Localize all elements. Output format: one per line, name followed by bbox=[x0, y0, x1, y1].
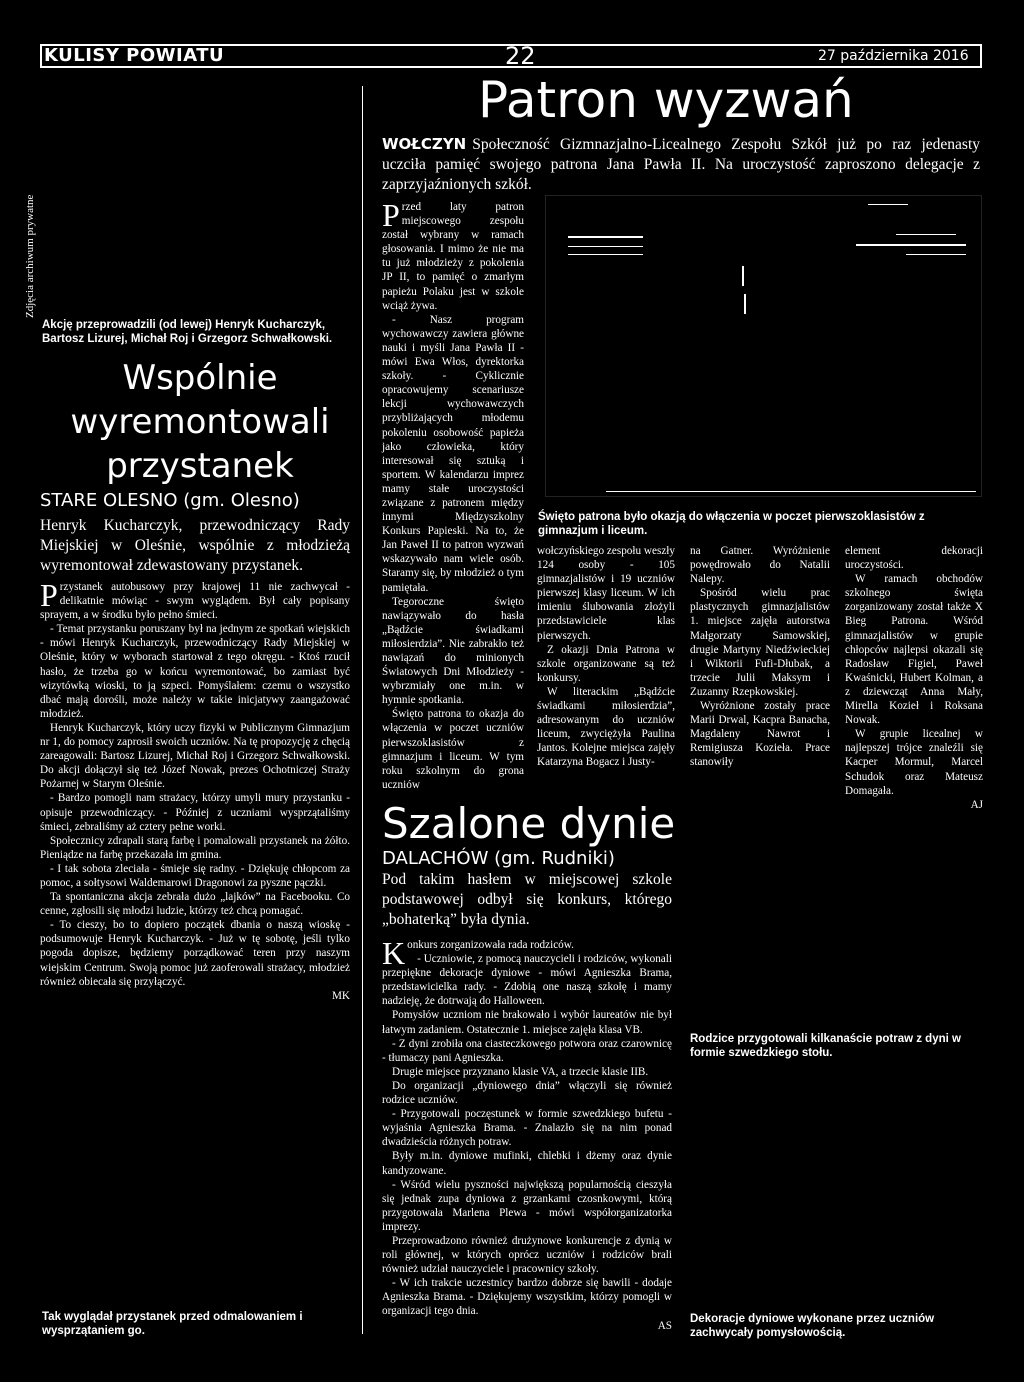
paragraph: - Nasz program wychowawczy zawiera główne nauki i myśli Jana Pawła II - mówi Ewa Włos, dyrektorka szkoły. - Cyklicznie opracowujemy scenariusze lekcji wychowawczych przybliżających młodemu pokoleniu osobowość papieża jako człowieka, który interesował się sztuką i sportem. W kalendarzu imprez mamy stałe uroczystości związane z patronem między innymi Międzyszkolny Konkurs Papieski. Na to, że Jan Paweł II to patron wyzwań wskazywało nam wiele osób. Staramy się, by młodzież o tym pamiętała. bbox=[382, 313, 524, 594]
paragraph: - Uczniowie, z pomocą nauczycieli i rodziców, wykonali przepiękne dekoracje dyniowe - mówi Agnieszka Brama, przedstawicielka rady. - Zdobią one naszą szkołę i mamy nadzieję, że dotrwają do Halloween. bbox=[382, 953, 672, 1008]
dropcap: P bbox=[382, 197, 400, 233]
paragraph: - I tak sobota zleciała - śmieje się radny. - Dziękuję chłopcom za pomoc, a sołtysowi Waldemarowi Dragonowi za pyszne pączki. bbox=[40, 862, 350, 889]
article1-intro: Henryk Kucharczyk, przewodniczący Rady Miejskiej w Oleśnie, wspólnie z młodzieżą wyremontował zdewastowany przystanek. bbox=[40, 517, 350, 574]
paragraph: - Wśród wielu pyszności największą popularnością cieszyła się jednak zupa dyniowa z grzankami czosnkowymi, którą przygotowała Marlena Plewa - mówi współorganizatorka imprezy. bbox=[382, 1178, 672, 1233]
article2-col-d bbox=[845, 544, 983, 812]
paragraph: Drugie miejsce przyznano klasie VA, a trzecie klasie IIB. bbox=[392, 1065, 649, 1078]
article3-caption-bottom: Dekoracje dyniowe wykonane przez uczniów zachwycały pomysłowością. bbox=[690, 1313, 935, 1339]
paragraph: wołczyńskiego zespołu weszły 124 osoby - 105 gimnazjalistów i 19 uczniów pierwszej klasy liceum. W ich imieniu ślubowania złożyli przedstawiciele klas pierwszych. bbox=[537, 545, 675, 642]
paragraph: - Z dyni zrobiła ona ciasteczkowego potwora oraz czarownicę - tłumaczy pani Agnieszka. bbox=[382, 1037, 672, 1064]
paragraph: Do organizacji „dyniowego dnia” włączyli się również rodzice uczniów. bbox=[382, 1079, 672, 1107]
article1-signature: MK bbox=[331, 989, 350, 1002]
section-title: KULISY POWIATU bbox=[44, 45, 225, 66]
paragraph: - To cieszy, bo to dopiero początek dbania o naszą wioskę - podsumowuje Henryk Kucharczyk. - Już w tę sobotę, jeśli tylko pogoda dopisze, będziemy porządkować teren przy naszym wiejskim Centrum. Swoją pomoc już zaoferowali strażacy, młodzież również obiecała się przyłączyć. bbox=[40, 919, 350, 988]
paragraph: - Bardzo pomogli nam strażacy, którzy umyli mury przystanku - opisuje przewodniczący. - Później z uczniami wysprzątaliśmy śmieci, zebraliśmy aż cztery pełne worki. bbox=[40, 792, 350, 833]
paragraph: W literackim „Bądźcie świadkami miłosierdzia”, adresowanym do uczniów liceum, zwyciężyła Paulina Jantos. Kolejne miejsca zajęły Katarzyna Bogacz i Justy- bbox=[537, 685, 675, 769]
article2-col-a: Przed laty patron miejscowego zespołu został wybrany w ramach głosowania. I mimo że nie ma tu już młodzieży z pokolenia JP II, to pamięć o zmarłym papieżu Polaku jest w szkole wciąż żywa. - Nasz program wychowawczy zawiera główne nauki i myśli Jana Pawła II - mówi Ewa Włos, dyrektorka szkoły. - Cyklicznie opracowujemy scenariusze lekcji wychowawczych przybliżających młodemu pokoleniu osobowość papieża jako człowieka, który interesował się sztuką i sportem. W kalendarzu imprez mamy stałe uroczystości związane z patronem między innymi Międzyszkolny Konkurs Papieski. Na to, że Jan Paweł II to patron wyzwań wskazywało nam wiele osób. Staramy się, by młodzież o tym pamiętała. Tegoroczne święto nawiązywało do hasła „Bądźcie świadkami miłosierdzia”. Nie zabrakło też nawiązań do minionych Światowych Dni Młodzieży - wybrzmiały one m.in. w hymnie spotkania. Święto patrona to okazja do włączenia w poczet uczniów pierwszoklasistów z gimnazjum i liceum. W tym roku szkolnym do grona uczniów bbox=[382, 197, 524, 791]
article1-title: Wspólnie wyremontowali przystanek bbox=[70, 358, 330, 486]
paragraph: - W ich trakcie uczestnicy bardzo dobrze się bawili - dodaje Agnieszka Brama. - Dziękujemy wszystkim, którzy pomogli w organizacji tego dnia. bbox=[382, 1277, 672, 1318]
paragraph: element dekoracji uroczystości. bbox=[845, 545, 983, 572]
paragraph: Z okazji Dnia Patrona w szkole organizowane są też konkursy. bbox=[537, 643, 675, 684]
paragraph: Spośród wielu prac plastycznych gimnazjalistów 1. miejsce zajęła autorstwa Małgorzaty Samowskiej, drugie Martyny Niedźwieckiej i Wiktorii Fufi-Dłubak, a trzecie Julii Maksym i Zuzanny Rzepkowskiej. bbox=[690, 587, 830, 698]
article3-body: Konkurs zorganizowała rada rodziców. - Uczniowie, z pomocą nauczycieli i rodziców, wykonali przepiękne dekoracje dyniowe - mówi Agnieszka Brama, przedstawicielka rady. - Zdobią one naszą szkołę i mamy nadzieję, że dotrwają do Halloween. Pomysłów uczniom nie brakowało i wybór laureatów nie był łatwym zadaniem. Ostatecznie 1. miejsce zajęła klasa VB. - Z dyni zrobiła ona ciasteczkowego potwora oraz czarownicę - tłumaczy pani Agnieszka. Drugie miejsce przyznano klasie VA, a trzecie klasie IIB. Do organizacji „dyniowego dnia” włączyli się również rodzice uczniów. - Przygotowali poczęstunek w formie szwedzkiego bufetu - wyjaśnia Agnieszka Brama. - Znalazło się na nim ponad dwadzieścia różnych potraw. Były m.in. dyniowe mufinki, chlebki i dżemy oraz dynie kandyzowane. - Wśród wielu pyszności największą popularnością cieszyła się jednak zupa dyniowa z grzankami czosnkowymi, którą przygotowała Marlena Plewa - mówi współorganizatorka imprezy. Przeprowadzono również drużynowe konkurencje z dynią w roli głównej, w których oprócz uczniów i rodziców brali również udział nauczyciele i pracownicy szkoły. - W ich trakcie uczestnicy bardzo dobrze się bawili - dodaje Agnieszka Brama. - Dziękujemy wszystkim, którzy pomogli w organizacji tego dnia. AS bbox=[382, 935, 672, 1332]
article2-title: Patron wyzwań bbox=[478, 71, 854, 129]
paragraph: Były m.in. dyniowe mufinki, chlebki i dżemy oraz dynie kandyzowane. bbox=[382, 1150, 672, 1177]
paragraph: W grupie licealnej w najlepszej trójce znaleźli się Kacper Mormul, Marcel Schudok oraz Mateusz Domagała. bbox=[845, 728, 983, 797]
article2-signature: AJ bbox=[970, 798, 983, 811]
paragraph: Tegoroczne święto nawiązywało do hasła „Bądźcie świadkami miłosierdzia”. Nie zabrakło też nawiązań do minionych Światowych Dni Młodzieży - wybrzmiały one m.in. w hymnie spotkania. bbox=[382, 595, 524, 707]
article2-caption: Święto patrona było okazją do włączenia w poczet pierwszoklasistów z gimnazjum i liceum. bbox=[538, 511, 925, 537]
paragraph: Wyróżnione zostały prace Marii Drwal, Kacpra Banacha, Magdaleny Nawrot i Remigiusza Kozieła. Prace stanowiły bbox=[690, 700, 830, 769]
photo-caption-bottom: Tak wyglądał przystanek przed odmalowaniem i wysprzątaniem go. bbox=[42, 1311, 303, 1337]
article1-dateline: STARE OLESNO (gm. Olesno) bbox=[40, 490, 300, 511]
article2-col-b bbox=[537, 544, 675, 770]
paragraph: Społecznicy zdrapali starą farbę i pomalowali przystanek na żółto. Pieniądze na farbę przekazała im gmina. bbox=[40, 834, 350, 861]
paragraph: Henryk Kucharczyk, który uczy fizyki w Publicznym Gimnazjum nr 1, do pomocy zaprosił swoich uczniów. Na tę propozycję z chęcią zareagowali: Bartosz Lizurej, Michał Roj i Grzegorz Schwałkowski. Do akcji dołączył się też Józef Nowak, prezes Ochotniczej Straży Pożarnej w Starym Oleśnie. bbox=[40, 721, 350, 791]
paragraph: W ramach obchodów szkolnego święta zorganizowany został także X Bieg Patrona. Wśród gimnazjalistów w grupie chłopców najlepsi okazali się Radosław Figiel, Paweł Kwaśnicki, Hubert Kolman, a z dziewcząt Anna Mały, Mirella Kozieł i Roksana Nowak. bbox=[845, 573, 983, 727]
article3-signature: AS bbox=[657, 1319, 672, 1332]
article3-caption-top: Rodzice przygotowali kilkanaście potraw z dyni w formie szwedzkiego stołu. bbox=[690, 1033, 961, 1059]
ceremony-photo bbox=[545, 195, 982, 497]
article3-intro: Pod takim hasłem w miejscowej szkole podstawowej odbył się konkurs, którego „bohaterką” była dynia. bbox=[382, 871, 672, 928]
article1-body bbox=[40, 577, 350, 1003]
article2-col-c bbox=[690, 544, 830, 770]
paragraph: - Przygotowali poczęstunek w formie szwedzkiego bufetu - wyjaśnia Agnieszka Brama. - Znalazło się na nim ponad dwadzieścia różnych potraw. bbox=[382, 1108, 672, 1149]
article2-lead: WOŁCZYN Społeczność Gizmnazjalno-Licealnego Zespołu Szkół już po raz jedenasty uczciła pamięć swojego patrona Jana Pawła II. Na uroczystość zaproszono delegacje z zaprzyjaźnionych szkół. bbox=[382, 135, 980, 193]
photo-credit: Zdjęcia archiwum prywatne bbox=[24, 194, 36, 318]
issue-date: 27 października 2016 bbox=[818, 48, 969, 64]
paragraph: Ta spontaniczna akcja zebrała dużo „lajków” na Facebooku. Co cenne, zgłosili się młodzi ludzie, którzy też chcą pomagać. bbox=[40, 891, 350, 918]
photo-caption-top: Akcję przeprowadzili (od lewej) Henryk Kucharczyk, Bartosz Lizurej, Michał Roj i Grzegorz Schwałkowski. bbox=[42, 319, 333, 345]
dropcap: K bbox=[382, 935, 406, 971]
paragraph: na Gatner. Wyróżnienie powędrowało do Natalii Nalepy. bbox=[690, 545, 830, 586]
paragraph: - Temat przystanku poruszany był na jednym ze spotkań wiejskich - mówi Henryk Kucharczyk, przewodniczący Rady Miejskiej w Oleśnie, który w wyborach startował z tego okręgu. - Ktoś rzucił hasło, że trzeba go w końcu wyremontować, bo zamiast być wizytówką wioski, to ją szpeci. Pomyślałem: czemu o wszystko dbać mają dorośli, może należy w takie inicjatywy zaangażować młodzież. bbox=[40, 623, 350, 720]
paragraph: Przeprowadzono również drużynowe konkurencje z dynią w roli głównej, w których oprócz uczniów i rodziców brali również udział nauczyciele i pracownicy szkoły. bbox=[382, 1234, 672, 1276]
page-number: 22 bbox=[505, 42, 536, 70]
article3-title: Szalone dynie bbox=[382, 799, 676, 848]
article2-kicker: WOŁCZYN bbox=[382, 135, 467, 153]
dropcap: P bbox=[40, 577, 58, 613]
paragraph: Święto patrona to okazja do włączenia w poczet uczniów pierwszoklasistów z gimnazjum i liceum. W tym roku szkolnym do grona uczniów bbox=[382, 708, 524, 791]
paragraph: Pomysłów uczniom nie brakowało i wybór laureatów nie był łatwym zadaniem. Ostatecznie 1. miejsce zajęła klasa VB. bbox=[382, 1009, 672, 1036]
article3-dateline: DALACHÓW (gm. Rudniki) bbox=[382, 848, 615, 869]
article1-first-paragraph: Przystanek autobusowy przy krajowej 11 nie zachwycał - delikatnie mówiąc - swym wyglądem. Był cały popisany sprayem, a w środku było pełno śmieci. bbox=[40, 577, 350, 622]
column-divider bbox=[362, 86, 363, 1334]
